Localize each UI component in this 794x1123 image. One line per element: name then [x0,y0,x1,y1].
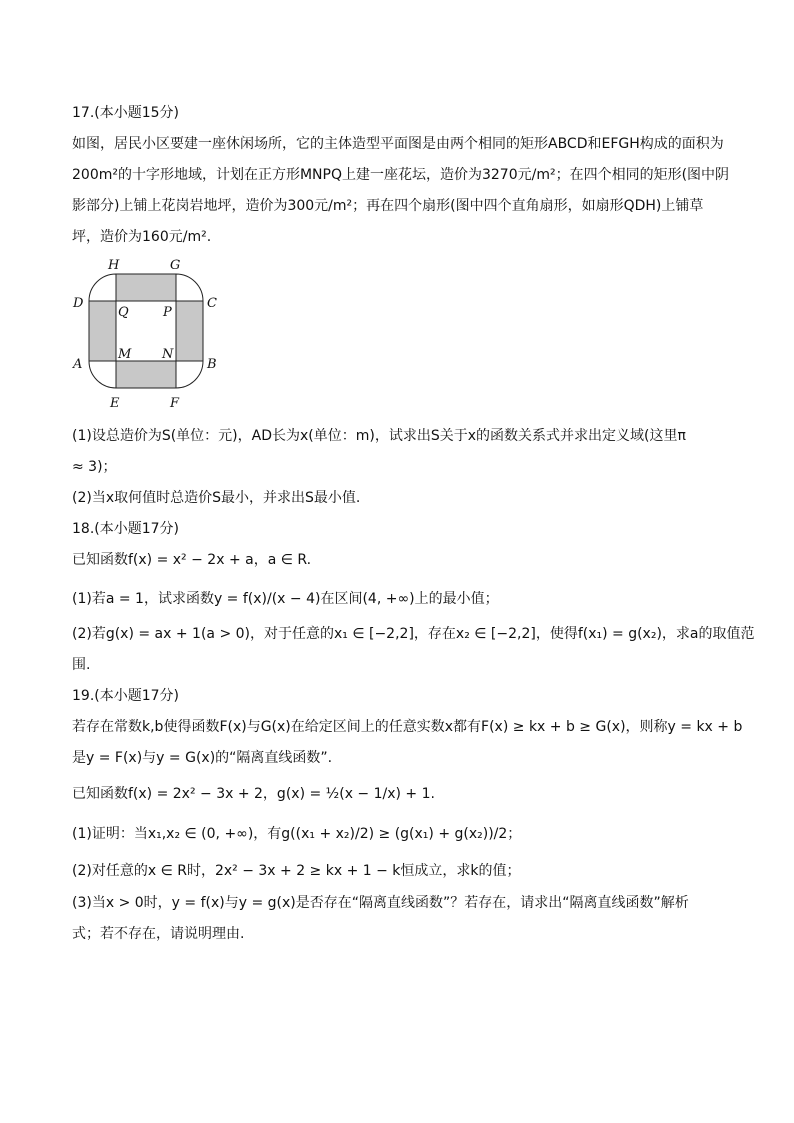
label-N: N [162,347,174,362]
shaded-rect-top [116,274,176,301]
label-H: H [108,258,120,273]
q19-part-1: (1)证明：当x₁,x₂ ∈ (0, +∞)，有g((x₁ + x₂)/2) ≥ (g(x₁) + g(x₂))/2； [72,826,522,842]
sector-MEA [89,361,116,388]
q17-stem-line-2: 200m²的十字形地域，计划在正方形MNPQ上建一座花坛，造价为3270元/m²；在四个相同的矩形(图中阴 [72,167,730,183]
sector-QDH [89,274,116,301]
cross-shaped-plan-figure [70,256,230,416]
q19-stem-line-3: 已知函数f(x) = 2x² − 3x + 2，g(x) = ½(x − 1/x) + 1. [72,786,435,802]
label-M: M [118,347,132,362]
q19-stem-line-2: 是y = F(x)与y = G(x)的“隔离直线函数”. [72,750,333,766]
q17-stem-line-1: 如图，居民小区要建一座休闲场所，它的主体造型平面图是由两个相同的矩形ABCD和EFGH构成的面积为 [72,136,724,152]
label-E: E [110,396,120,411]
q19-header: 19.(本小题17分) [72,688,180,704]
label-Q: Q [118,305,129,320]
label-D: D [73,296,84,311]
sector-PGC [176,274,203,301]
q18-stem: 已知函数f(x) = x² − 2x + a，a ∈ R. [72,552,312,568]
q18-part-1: (1)若a = 1，试求函数y = f(x)/(x − 4)在区间(4, +∞)上的最小值； [72,591,499,607]
q18-header: 18.(本小题17分) [72,521,180,537]
q18-part-2-line-2: 围. [72,657,91,673]
q19-part-3-line-1: (3)当x > 0时，y = f(x)与y = g(x)是否存在“隔离直线函数”？若存在，请求出“隔离直线函数”解析 [72,895,689,911]
label-F: F [170,396,180,411]
label-P: P [163,305,172,320]
q17-stem-line-4: 坪，造价为160元/m². [72,229,212,245]
label-B: B [207,357,217,372]
shaded-rect-bottom [116,361,176,388]
label-C: C [207,296,217,311]
figure-svg [70,256,230,416]
q17-header: 17.(本小题15分) [72,105,180,121]
label-A: A [73,357,83,372]
sector-NBF [176,361,203,388]
shaded-rect-left [89,301,116,361]
shaded-rect-right [176,301,203,361]
q17-stem-line-3: 影部分)上铺上花岗岩地坪，造价为300元/m²；再在四个扇形(图中四个直角扇形，如扇形QDH)上铺草 [72,198,704,214]
q17-part-1-line-1: (1)设总造价为S(单位：元)，AD长为x(单位：m)，试求出S关于x的函数关系式并求出定义域(这里π [72,428,686,444]
q17-part-1-line-2: ≈ 3)； [72,459,117,475]
q18-part-2-line-1: (2)若g(x) = ax + 1(a > 0)，对于任意的x₁ ∈ [−2,2]，存在x₂ ∈ [−2,2]，使得f(x₁) = g(x₂)，求a的取值范 [72,626,755,642]
q19-part-3-line-2: 式；若不存在，请说明理由. [72,926,245,942]
q17-part-2: (2)当x取何值时总造价S最小，并求出S最小值. [72,490,361,506]
q19-stem-line-1: 若存在常数k,b使得函数F(x)与G(x)在给定区间上的任意实数x都有F(x) ≥ kx + b ≥ G(x)，则称y = kx + b [72,719,743,735]
q19-part-2: (2)对任意的x ∈ R时，2x² − 3x + 2 ≥ kx + 1 − k恒成立，求k的值； [72,863,521,879]
label-G: G [170,258,181,273]
